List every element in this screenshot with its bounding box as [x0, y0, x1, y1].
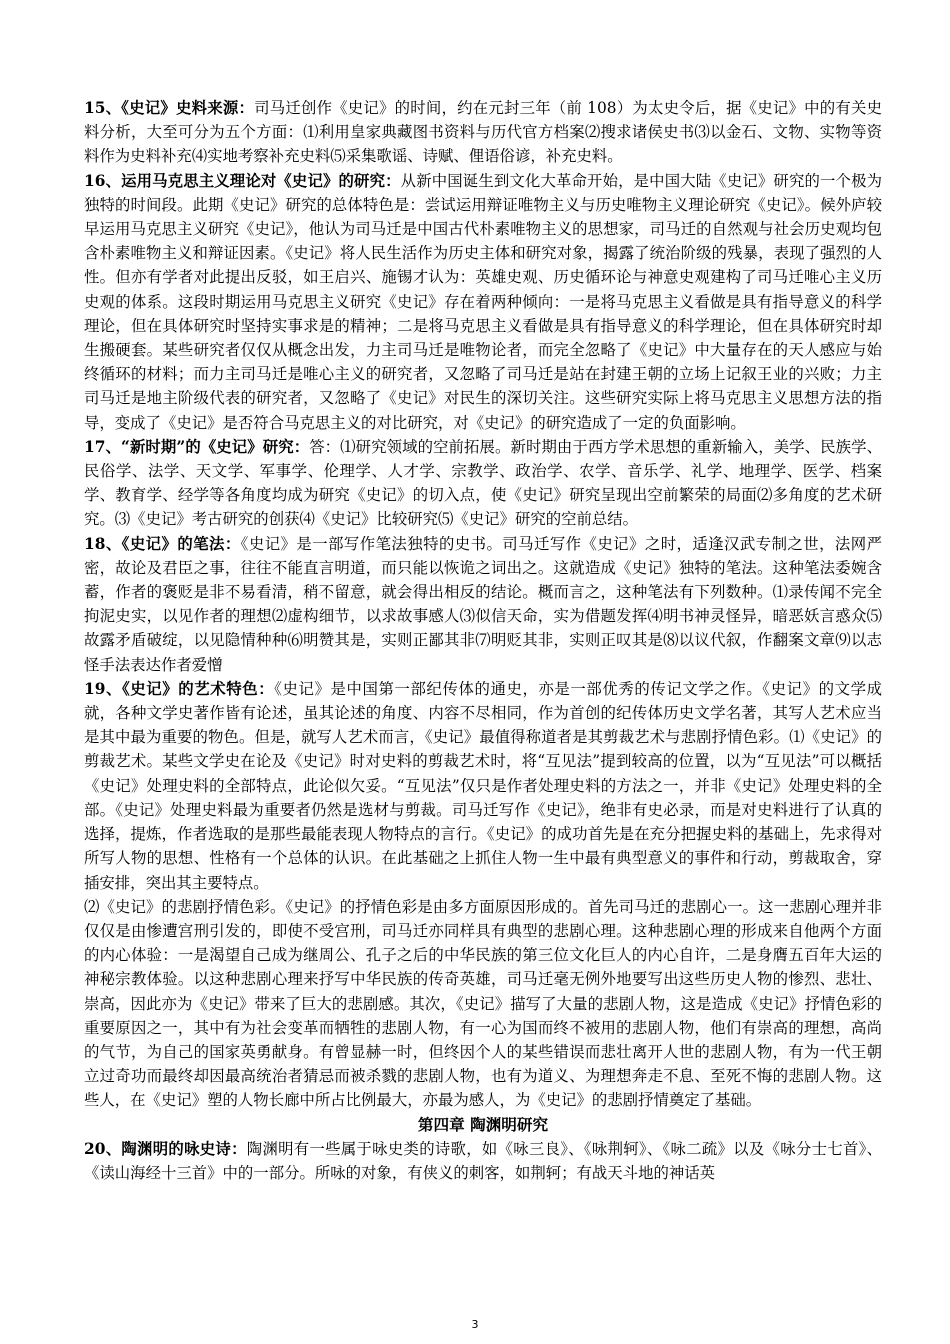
paragraph-17	[84, 435, 882, 532]
heading-17: 17、“新时期”的《史记》研究：	[84, 437, 310, 456]
paragraph-19-part2	[84, 895, 882, 1113]
body-19-part2: ⑵《史记》的悲剧抒情色彩。《史记》的抒情色彩是由多方面原因形成的。首先司马迁的悲剧心一。这一悲剧心理并非仅仅是由惨遭宫刑引发的，即使不受宫刑，司马迁亦同样具有典型的悲剧心理。这种悲剧心理的形成来自他两个方面的内心体验：一是渴望自己成为继周公、孔子之后的中华民族的第三位文化巨人的内心自许，二是身膺五百年大运的神秘宗教体验。以这种悲剧心理来抒写中华民族的传奇英雄，司马迁毫无例外地要写出这些历史人物的惨烈、悲壮、崇高，因此亦为《史记》带来了巨大的悲剧感。其次，《史记》描写了大量的悲剧人物，这是造成《史记》抒情色彩的重要原因之一，其中有为社会变革而牺牲的悲剧人物，有一心为国而终不被用的悲剧人物，他们有崇高的理想，高尚的气节，为自己的国家英勇献身。有曾显赫一时，但终因个人的某些错误而悲壮离开人世的悲剧人物，有为一代王朝立过奇功而最终却因最高统治者猜忌而被杀戮的悲剧人物，也有为道义、为理想奔走不息、至死不悔的悲剧人物。这些人，在《史记》塑的人物长廊中所占比例最大，亦最为感人，为《史记》的悲剧抒情奠定了基础。	[84, 897, 882, 1110]
heading-19: 19、《史记》的艺术特色：	[84, 679, 275, 698]
paragraph-16	[84, 169, 882, 435]
paragraph-15	[84, 96, 882, 169]
body-15: 司马迁创作《史记》的时间，约在元封三年（前 108）为太史令后，据《史记》中的有关史料分析，大至可分为五个方面：⑴利用皇家典藏图书资料与历代官方档案⑵搜求诸侯史书⑶以金石、文物、实物等资料作为史料补充⑷实地考察补充史料⑸采集歌谣、诗赋、俚语俗谚，补充史料。	[84, 99, 882, 166]
body-18: 《史记》是一部写作笔法独特的史书。司马迁写作《史记》之时，适逢汉武专制之世，法网严密，故论及君臣之事，往往不能直言明道，而只能以恢诡之词出之。这就造成《史记》独特的笔法。这种笔法委婉含蓄，作者的褒贬是非不易看清，稍不留意，就会得出相反的结论。概而言之，这种笔法有下列数种。⑴录传闻不完全拘泥史实，以见作者的理想⑵虚构细节，以求故事感人⑶似信天命，实为借题发挥⑷明书神灵怪异，暗恶妖言惑众⑸故露矛盾破绽，以见隐情种种⑹明赞其是，实则正鄙其非⑺明贬其非，实则正叹其是⑻以议代叙，作翻案文章⑼以志怪手法表达作者爱憎	[84, 534, 883, 674]
paragraph-19	[84, 677, 882, 895]
body-17: 答：⑴研究领域的空前拓展。新时期由于西方学术思想的重新输入，美学、民族学、民俗学、法学、天文学、军事学、伦理学、人才学、宗教学、政治学、农学、音乐学、礼学、地理学、医学、档案学、教育学、经学等各角度均成为研究《史记》的切入点，使《史记》研究呈现出空前繁荣的局面⑵多角度的艺术研究。⑶《史记》考古研究的创获⑷《史记》比较研究⑸《史记》研究的空前总结。	[84, 437, 882, 529]
document-page	[84, 96, 882, 1185]
body-19: 《史记》是中国第一部纪传体的通史，亦是一部优秀的传记文学之作。《史记》的文学成就，各种文学史著作皆有论述，虽其论述的角度、内容不尽相同，作为首创的纪传体历史文学名著，其写人艺术应当是其中最为重要的物色。但是，就写人艺术而言，《史记》最值得称道者是其剪裁艺术与悲剧抒情色彩。⑴《史记》的剪裁艺术。某些文学史在论及《史记》时对史料的剪裁艺术时，将“互见法”提到较高的位置，以为“互见法”可以概括《史记》处理史料的全部特点，此论似欠妥。“互见法”仅只是作者处理史料的方法之一，并非《史记》处理史料的全部。《史记》处理史料最为重要者仍然是选材与剪裁。司马迁写作《史记》，绝非有史必录，而是对史料进行了认真的选择，提炼，作者选取的是那些最能表现人物特点的言行。《史记》的成功首先是在充分把握史料的基础上，先求得对所写人物的思想、性格有一个总体的认识。在此基础之上抓住人物一生中最有典型意义的事件和行动，剪裁取舍，穿插安排，突出其主要特点。	[84, 679, 882, 892]
heading-20: 20、陶渊明的咏史诗：	[84, 1139, 247, 1158]
paragraph-18	[84, 532, 882, 677]
paragraph-20	[84, 1137, 882, 1185]
heading-18: 18、《史记》的笔法：	[84, 534, 241, 553]
heading-15: 15、《史记》史料来源：	[84, 99, 255, 117]
page-number: 3	[471, 1318, 479, 1331]
chapter-title: 第四章 陶渊明研究	[417, 1114, 549, 1134]
body-16: 从新中国诞生到文化大革命开始，是中国大陆《史记》研究的一个极为独特的时间段。此期《史记》研究的总体特色是：尝试运用辩证唯物主义与历史唯物主义理论研究《史记》。候外庐较早运用马克思主义研究《史记》，他认为司马迁是中国古代朴素唯物主义的思想家，司马迁的自然观与社会历史观均包含朴素唯物主义和辩证因素。《史记》将人民生活作为历史主体和研究对象，揭露了统治阶级的残暴，表现了强烈的人性。但亦有学者对此提出反驳，如王启兴、施锡才认为：英雄史观、历史循环论与神意史观建构了司马迁唯心主义历史观的体系。这段时期运用马克思主义研究《史记》存在着两种倾向：一是将马克思主义看做是具有指导意义的科学理论，但在具体研究时坚持实事求是的精神；二是将马克思主义看做是具有指导意义的科学理论，但在具体研究时却生搬硬套。某些研究者仅仅从概念出发，力主司马迁是唯物论者，而完全忽略了《史记》中大量存在的天人感应与始终循环的材料；而力主司马迁是唯心主义的研究者，又忽略了司马迁是站在封建王朝的立场上记叙王业的兴败；力主司马迁是地主阶级代表的研究者，又忽略了《史记》对民生的深切关注。这些研究实际上将马克思主义思想方法的指导，变成了《史记》是否符合马克思主义的对比研究，对《史记》的研究造成了一定的负面影响。	[84, 171, 882, 432]
heading-16: 16、运用马克思主义理论对《史记》的研究：	[84, 171, 401, 190]
body-20: 陶渊明有一些属于咏史类的诗歌，如《咏三良》、《咏荆轲》、《咏二疏》以及《咏分士七首》、《读山海经十三首》中的一部分。所咏的对象，有侠义的刺客，如荆轲；有战天斗地的神话英	[84, 1139, 882, 1182]
